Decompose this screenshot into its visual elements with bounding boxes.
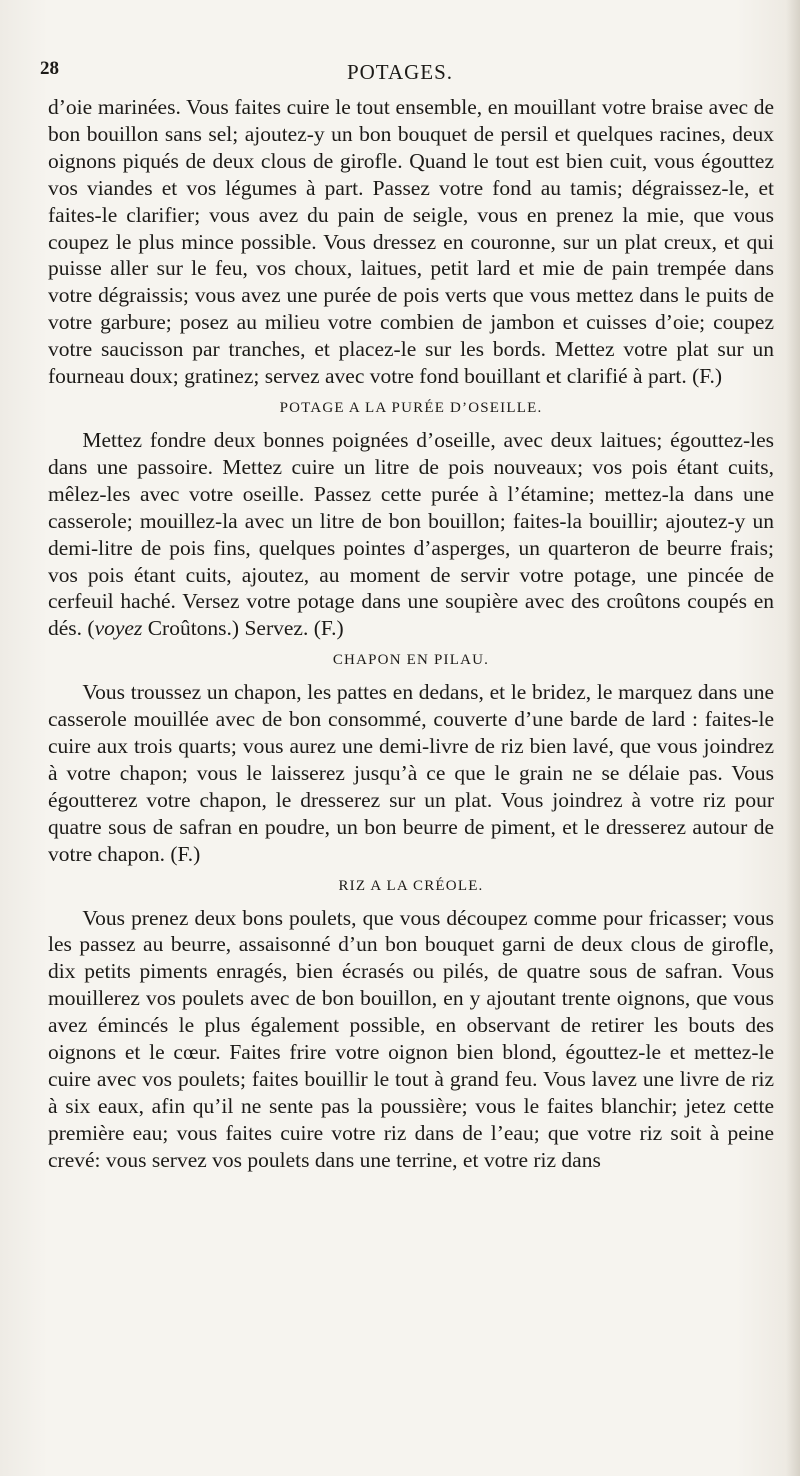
page-edge-shadow: [786, 0, 800, 1476]
section-title-chapon-pilau: CHAPON EN PILAU.: [332, 652, 490, 669]
page-header: [40, 58, 760, 94]
section-text-chapon-pilau: Vous troussez un chapon, les pattes en dedans, et le bridez, le marquez dans une casserole mouillée avec de bon consommé, couverte d’une barde de lard : faites-le cuire aux trois quarts; vous aurez une demi-livre de riz bien lavé, que vous joindrez à votre chapon; vous le laisserez jusqu’à ce que le grain ne se délaie pas. Vous égoutterez votre chapon, le dresserez sur un plat. Vous joindrez à votre riz pour quatre sous de safran en poudre, un bon beurre de piment, et le dresserez autour de votre chapon. (F.): [48, 680, 774, 866]
page-body: [48, 94, 774, 1174]
section-text-part: Croûtons.) Servez. (F.): [142, 616, 344, 641]
intro-paragraph: d’oie marinées. Vous faites cuire le tout ensemble, en mouillant votre braise avec de bon bouillon sans sel; ajoutez-y un bon bouquet de persil et quelques racines, deux oignons piqués de deux clous de girofle. Quand le tout est bien cuit, vous égouttez vos viandes et vos légumes à part. Passez votre fond au tamis; dégraissez-le, et faites-le clarifier; vous avez du pain de seigle, vous en prenez la mie, que vous coupez le plus mince possible. Vous dressez en couronne, sur un plat creux, et qui puisse aller sur le feu, vos choux, laitues, petit lard et mie de pain trempée dans votre dégraissis; vous avez une purée de pois verts que vous mettez dans le puits de votre garbure; posez au milieu votre combien de jambon et cuisses d’oie; coupez votre saucisson par tranches, et placez-le sur les bords. Mettez votre plat sur un fourneau doux; gratinez; servez avec votre fond bouillant et clarifié à part. (F.): [48, 95, 774, 389]
section-text-riz-creole: Vous prenez deux bons poulets, que vous découpez comme pour fricasser; vous les passez au beurre, assaisonné d’un bon bouquet garni de deux clous de girofle, dix petits piments enragés, bien écrasés ou pilés, de quatre sous de safran. Vous mouillerez vos poulets avec de bon bouillon, en y ajoutant trente oignons, que vous avez émincés le plus également possible, en observant de retirer les bouts des oignons et le cœur. Faites frire votre oignon bien blond, égouttez-le et mettez-le cuire avec vos poulets; faites bouillir le tout à grand feu. Vous lavez une livre de riz à six eaux, afin qu’il ne sente pas la poussière; vous le faites blanchir; jetez cette première eau; vous faites cuire votre riz dans de l’eau; que votre riz soit à peine crevé: vous servez vos poulets dans une terrine, et votre riz dans: [48, 905, 774, 1172]
section-text-part: Mettez fondre deux bonnes poignées d’oseille, avec deux laitues; égouttez-les dans une passoire. Mettez cuire un litre de pois nouveaux; vos pois étant cuits, mêlez-les avec votre oseille. Passez cette purée à l’étamine; mettez-la dans une casserole; mouillez-la avec un litre de bon bouillon; faites-la bouillir; ajoutez-y un demi-litre de pois fins, quelques pointes d’asperges, un quarteron de beurre frais; vos pois étant cuits, ajoutez, au moment de servir votre potage, une pincée de cerfeuil haché. Versez votre potage dans une soupière avec des croûtons coupés en dés. (: [48, 427, 774, 641]
running-title: POTAGES.: [346, 60, 454, 84]
section-title-potage-oseille: POTAGE A LA PURÉE D’OSEILLE.: [279, 399, 543, 416]
section-title-riz-creole: RIZ A LA CRÉOLE.: [338, 877, 484, 894]
section-text-potage-oseille: [48, 427, 774, 642]
page-number: 28: [40, 58, 59, 79]
section-text-italic: voyez: [94, 616, 143, 641]
